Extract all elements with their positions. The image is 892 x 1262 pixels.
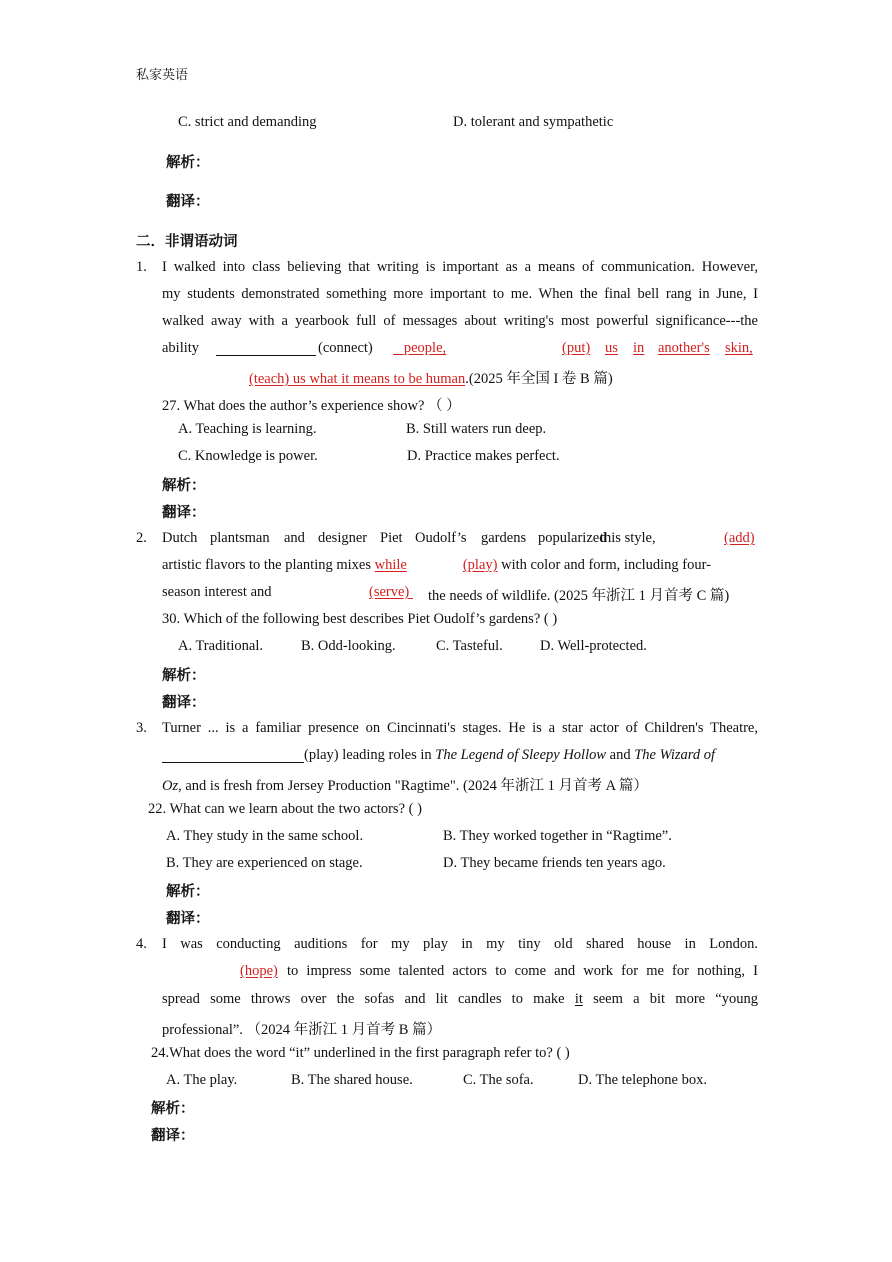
answer-text: (add) (724, 530, 755, 546)
passage-text: season interest and (162, 584, 272, 600)
passage-text: and (284, 530, 305, 546)
analysis-label: 解析： (166, 155, 210, 171)
answer-hint: skin, (725, 340, 753, 356)
question-text: 24.What does the word “it” underlined in the first paragraph refer to? ( ) (151, 1045, 570, 1061)
question-text: 27. What does the author’s experience show? （ ） (162, 398, 461, 414)
option-a: A. Traditional. (178, 638, 263, 654)
translation-label: 翻译： (166, 194, 210, 210)
passage-text: (connect) (318, 340, 373, 356)
option-a: A. The play. (166, 1072, 238, 1088)
passage-text: , and is fresh from Jersey Production "Ragtime". (2024 年浙江 1 月首考 A 篇） (178, 778, 648, 794)
answer-hint: us (605, 340, 618, 356)
option-b: B. Odd-looking. (301, 638, 396, 654)
passage-text: with color and form, including four- (497, 557, 712, 573)
question-number: 2. (136, 530, 147, 546)
passage-line: to impress some talented actors to come and work for me for nothing, I (287, 963, 758, 979)
translation-label: 翻译： (166, 911, 210, 927)
answer-hint (289, 584, 413, 601)
passage-line (162, 774, 648, 795)
answer-blank (216, 341, 316, 356)
passage-text: gardens (481, 530, 527, 546)
option-c: C. Tasteful. (436, 638, 503, 654)
passage-line: my students demonstrated something more important to me. When the final bell rang in June, I (162, 286, 758, 302)
question-number: 3. (136, 720, 147, 736)
option-b: B. Still waters run deep. (406, 421, 547, 437)
passage-line: professional”. （2024 年浙江 1 月首考 B 篇） (162, 1022, 442, 1038)
option-c: C. The sofa. (463, 1072, 534, 1088)
title-italic: The Legend of Sleepy Hollow (435, 747, 607, 763)
passage-line: I was conducting auditions for my play in my tiny old shared house in London. (162, 936, 758, 952)
passage-text: seem a bit more “young (582, 991, 758, 1007)
option-b: B. The shared house. (291, 1072, 413, 1088)
passage-text: ability (162, 340, 200, 356)
option-d: D. tolerant and sympathetic (453, 114, 614, 130)
answer-text: (hope) (240, 963, 278, 979)
option-d: D. They became friends ten years ago. (443, 855, 666, 871)
passage-line (162, 557, 711, 574)
answer-text: (play) (462, 557, 498, 573)
answer-text: (put) (562, 340, 591, 356)
passage-line (162, 340, 199, 357)
source-note: .(2025 年全国 I 卷 B 篇) (465, 371, 613, 387)
translation-label: 翻译： (162, 695, 206, 711)
page-header: 私家英语 (136, 68, 189, 83)
answer-text: (serve) (369, 584, 410, 600)
passage-text: artistic flavors to the planting mixes (162, 557, 375, 573)
option-b: B. They worked together in “Ragtime”. (443, 828, 672, 844)
option-d: D. The telephone box. (578, 1072, 707, 1088)
answer-hint (468, 340, 590, 357)
passage-text: Oudolf’s (415, 530, 467, 546)
answer-hint: another's (658, 340, 710, 356)
option-a: A. Teaching is learning. (178, 421, 317, 437)
passage-text: and (606, 747, 635, 763)
passage-text: Dutch (162, 530, 198, 546)
passage-line: I walked into class believing that writing is important as a means of communication. However, (162, 259, 758, 275)
passage-text: plantsman (210, 530, 270, 546)
passage-text: this style, (600, 530, 656, 546)
analysis-label: 解析： (151, 1101, 195, 1117)
option-d: D. Practice makes perfect. (407, 448, 560, 464)
answer-blank (162, 748, 304, 763)
option-a: A. They study in the same school. (166, 828, 364, 844)
option-c: C. Knowledge is power. (178, 448, 318, 464)
section-title: 二．非谓语动词 (136, 234, 238, 250)
question-number: 4. (136, 936, 147, 952)
answer-hint (670, 530, 755, 547)
translation-label: 翻译： (162, 505, 206, 521)
answer-hint (162, 963, 278, 980)
answer-hint (393, 340, 446, 357)
passage-line (304, 747, 715, 764)
answer-text: (teach) us what it means to be human (249, 371, 466, 387)
translation-label: 翻译： (151, 1128, 195, 1144)
option-d: D. Well-protected. (540, 638, 647, 654)
answer-hint (375, 557, 498, 573)
passage-text: Piet (380, 530, 403, 546)
option-c: B. They are experienced on stage. (166, 855, 363, 871)
question-text: 30. Which of the following best describes Piet Oudolf’s gardens? ( ) (162, 611, 558, 627)
analysis-label: 解析： (162, 478, 206, 494)
answer-text: people, (403, 340, 447, 356)
passage-text: spread some throws over the sofas and lit candles to make (162, 991, 575, 1007)
passage-line: Turner ... is a familiar presence on Cincinnati's stages. He is a star actor of Children's Theatre, (162, 720, 758, 736)
answer-hint: in (633, 340, 645, 356)
analysis-label: 解析： (162, 668, 206, 684)
passage-text: popularized (538, 530, 607, 546)
passage-line (162, 991, 758, 1008)
analysis-label: 解析： (166, 884, 210, 900)
title-italic: The Wizard of (634, 747, 716, 763)
answer-text: while (374, 557, 407, 573)
question-number: 1. (136, 259, 147, 275)
underlined-word: it (574, 991, 583, 1007)
passage-text: the needs of wildlife. (2025 年浙江 1 月首考 C 篇) (428, 588, 730, 604)
answer-hint (162, 371, 465, 387)
passage-text: designer (318, 530, 368, 546)
question-text: 22. What can we learn about the two actors? ( ) (148, 801, 422, 817)
option-c: C. strict and demanding (178, 114, 317, 130)
title-italic: Oz (162, 778, 179, 794)
passage-text: (play) leading roles in (304, 747, 436, 763)
passage-line: walked away with a yearbook full of messages about writing's most powerful significance---the (162, 313, 758, 329)
passage-line (162, 367, 613, 388)
